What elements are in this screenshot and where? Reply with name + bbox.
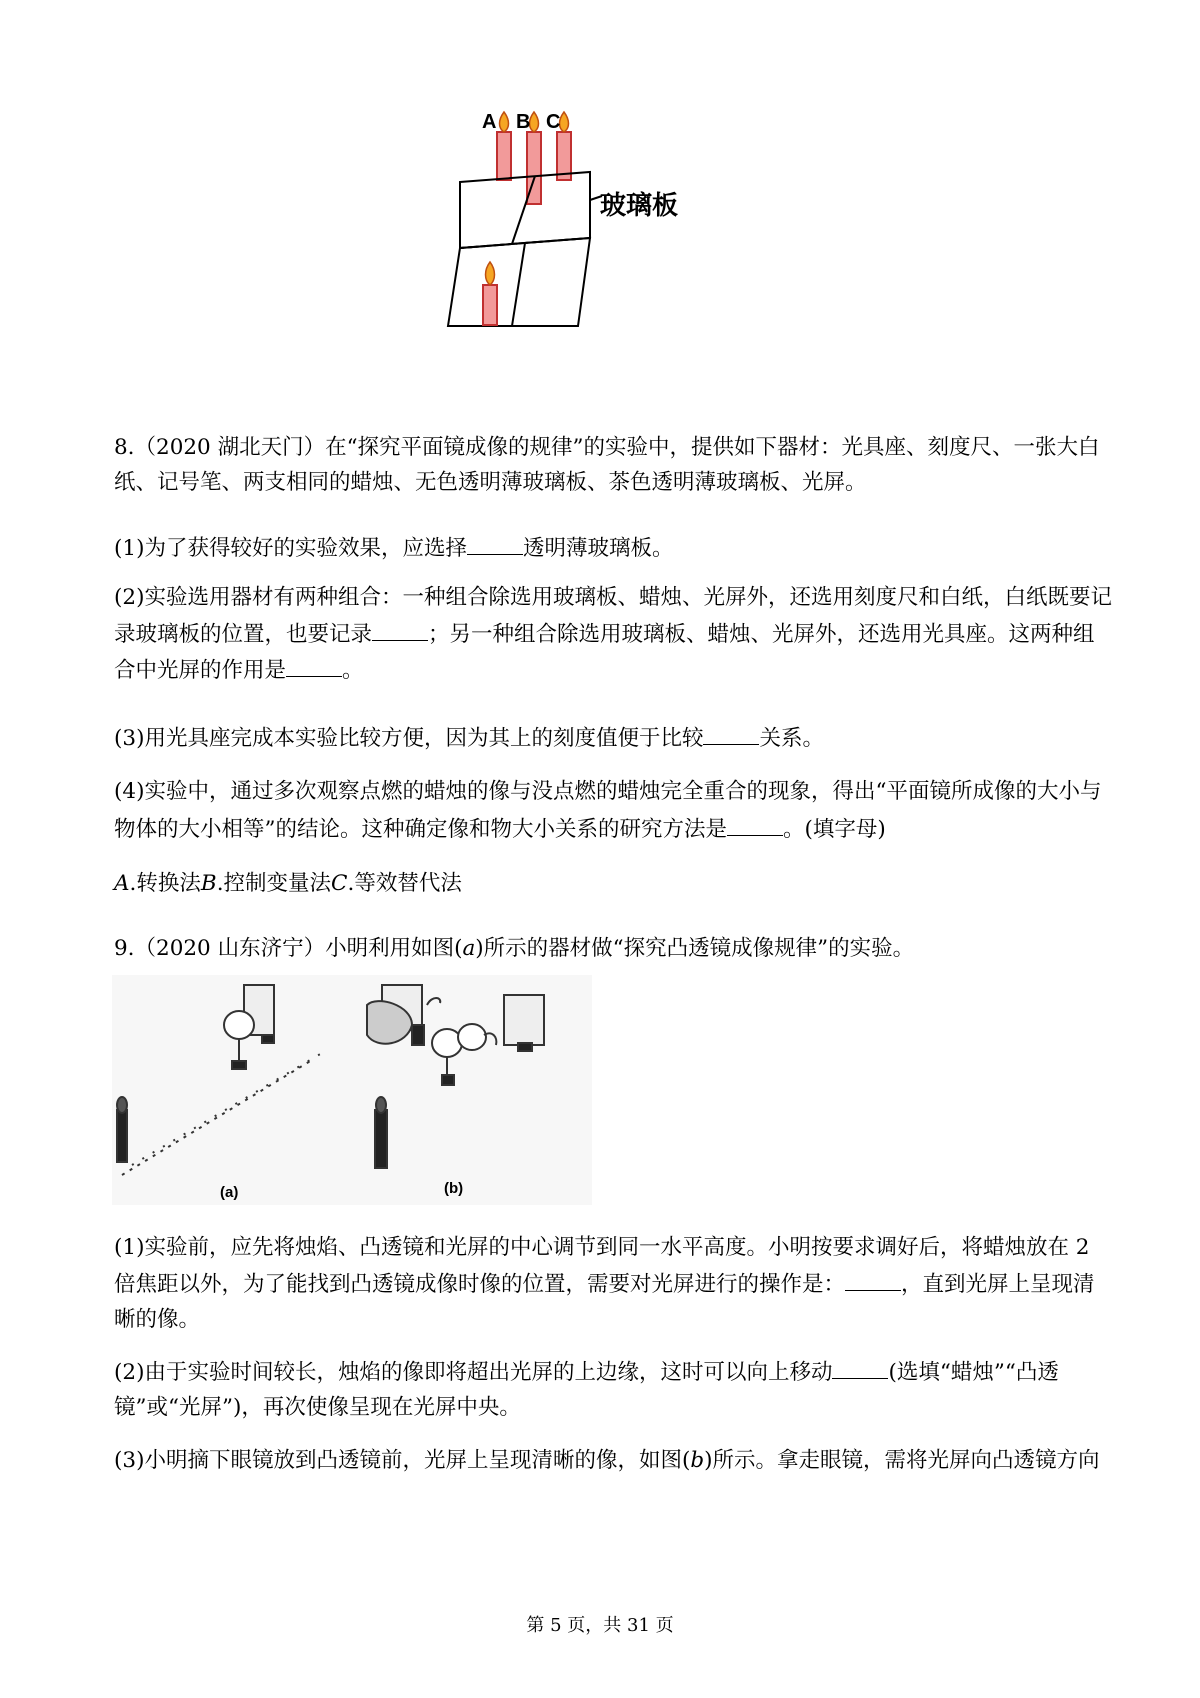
q8-part2-line2 [114, 620, 1094, 649]
answer-blank[interactable] [703, 724, 759, 745]
answer-blank[interactable] [372, 620, 428, 641]
q8-p2-text-d: 。 [342, 658, 364, 683]
answer-blank[interactable] [845, 1270, 901, 1291]
plane-mirror-figure [440, 100, 780, 370]
q9-p3-var: b [690, 1448, 705, 1473]
q8-part2-line1: (2)实验选用器材有两种组合：一种组合除选用玻璃板、蜡烛、光屏外，还选用刻度尺和白纸，白纸既要记 [114, 585, 1112, 610]
candle-front [483, 262, 497, 325]
answer-blank[interactable] [832, 1358, 888, 1379]
q8-part1 [114, 534, 1094, 563]
q9-part1-line3: 晰的像。 [114, 1307, 201, 1332]
option-a-text: .转换法 [129, 871, 201, 896]
q9-p1-text-a: 倍焦距以外，为了能找到凸透镜成像时像的位置，需要对光屏进行的操作是： [114, 1272, 846, 1297]
q8-part2-line3 [114, 656, 1094, 685]
q9-p2-text-b: (选填“蜡烛”“凸透 [888, 1360, 1059, 1385]
q8-stem-line1: 8.（2020 湖北天门）在“探究平面镜成像的规律”的实验中，提供如下器材：光具座、刻度尺、一张大白 [114, 435, 1100, 460]
q8-p2-text-c: 合中光屏的作用是 [114, 658, 287, 683]
q8-part3 [114, 724, 1094, 753]
q8-p4-text-a: 物体的大小相等”的结论。这种确定像和物大小关系的研究方法是 [114, 817, 727, 842]
figure-b-label: (b) [444, 1180, 464, 1197]
lens-experiment-figure [112, 975, 592, 1205]
label-a: A [482, 111, 497, 133]
q8-options [114, 870, 1094, 898]
q9-part1-line2 [114, 1270, 1094, 1299]
q8-p2-text-a: 录玻璃板的位置，也要记录 [114, 622, 373, 647]
q9-stem-text-b: )所示的器材做“探究凸透镜成像规律”的实验。 [475, 936, 915, 961]
q9-part2-line2: 镜”或“光屏”)，再次使像呈现在光屏中央。 [114, 1395, 521, 1420]
option-c-letter: C [331, 871, 348, 896]
q9-stem-var: a [462, 936, 476, 961]
page-footer: 第 5 页，共 31 页 [526, 1615, 674, 1636]
q8-part4-line2 [114, 815, 1094, 844]
q8-p1-text-a: (1)为了获得较好的实验效果，应选择 [114, 536, 467, 561]
option-b-text: .控制变量法 [216, 871, 332, 896]
q8-p2-text-b: ；另一种组合除选用玻璃板、蜡烛、光屏外，还选用光具座。这两种组 [428, 622, 1095, 647]
q9-stem-text-a: 9.（2020 山东济宁）小明利用如图( [114, 936, 463, 961]
candle-a [497, 112, 511, 180]
q9-part3 [114, 1447, 1100, 1475]
label-c: C [546, 111, 561, 133]
q9-part2-line1 [114, 1358, 1094, 1387]
q9-p2-text-a: (2)由于实验时间较长，烛焰的像即将超出光屏的上边缘，这时可以向上移动 [114, 1360, 833, 1385]
figure-a-label: (a) [220, 1184, 239, 1201]
q8-p1-text-b: 透明薄玻璃板。 [522, 536, 674, 561]
q9-part1-line1: (1)实验前，应先将烛焰、凸透镜和光屏的中心调节到同一水平高度。小明按要求调好后，将蜡烛放在 2 [114, 1235, 1090, 1260]
glass-board-label: 玻璃板 [600, 191, 679, 221]
q8-p3-text-a: (3)用光具座完成本实验比较方便，因为其上的刻度值便于比较 [114, 726, 704, 751]
q8-p4-text-b: 。(填字母) [783, 817, 886, 842]
q9-p3-text-b: )所示。拿走眼镜，需将光屏向凸透镜方向 [704, 1448, 1100, 1473]
answer-blank[interactable] [286, 656, 342, 677]
q8-stem-line2: 纸、记号笔、两支相同的蜡烛、无色透明薄玻璃板、茶色透明薄玻璃板、光屏。 [114, 470, 867, 495]
option-c-text: .等效替代法 [347, 871, 462, 896]
q8-part4-line1: (4)实验中，通过多次观察点燃的蜡烛的像与没点燃的蜡烛完全重合的现象，得出“平面镜所成像的大小与 [114, 779, 1102, 804]
q9-p3-text-a: (3)小明摘下眼镜放到凸透镜前，光屏上呈现清晰的像，如图( [114, 1448, 691, 1473]
answer-blank[interactable] [727, 815, 783, 836]
q8-p3-text-b: 关系。 [759, 726, 824, 751]
glass-board [448, 172, 602, 326]
q9-stem [114, 935, 1094, 963]
option-b-letter: B [200, 871, 217, 896]
option-a-letter: A [114, 871, 130, 896]
answer-blank[interactable] [467, 534, 523, 555]
q9-p1-text-b: ，直到光屏上呈现清 [901, 1272, 1095, 1297]
label-b: B [516, 111, 531, 133]
